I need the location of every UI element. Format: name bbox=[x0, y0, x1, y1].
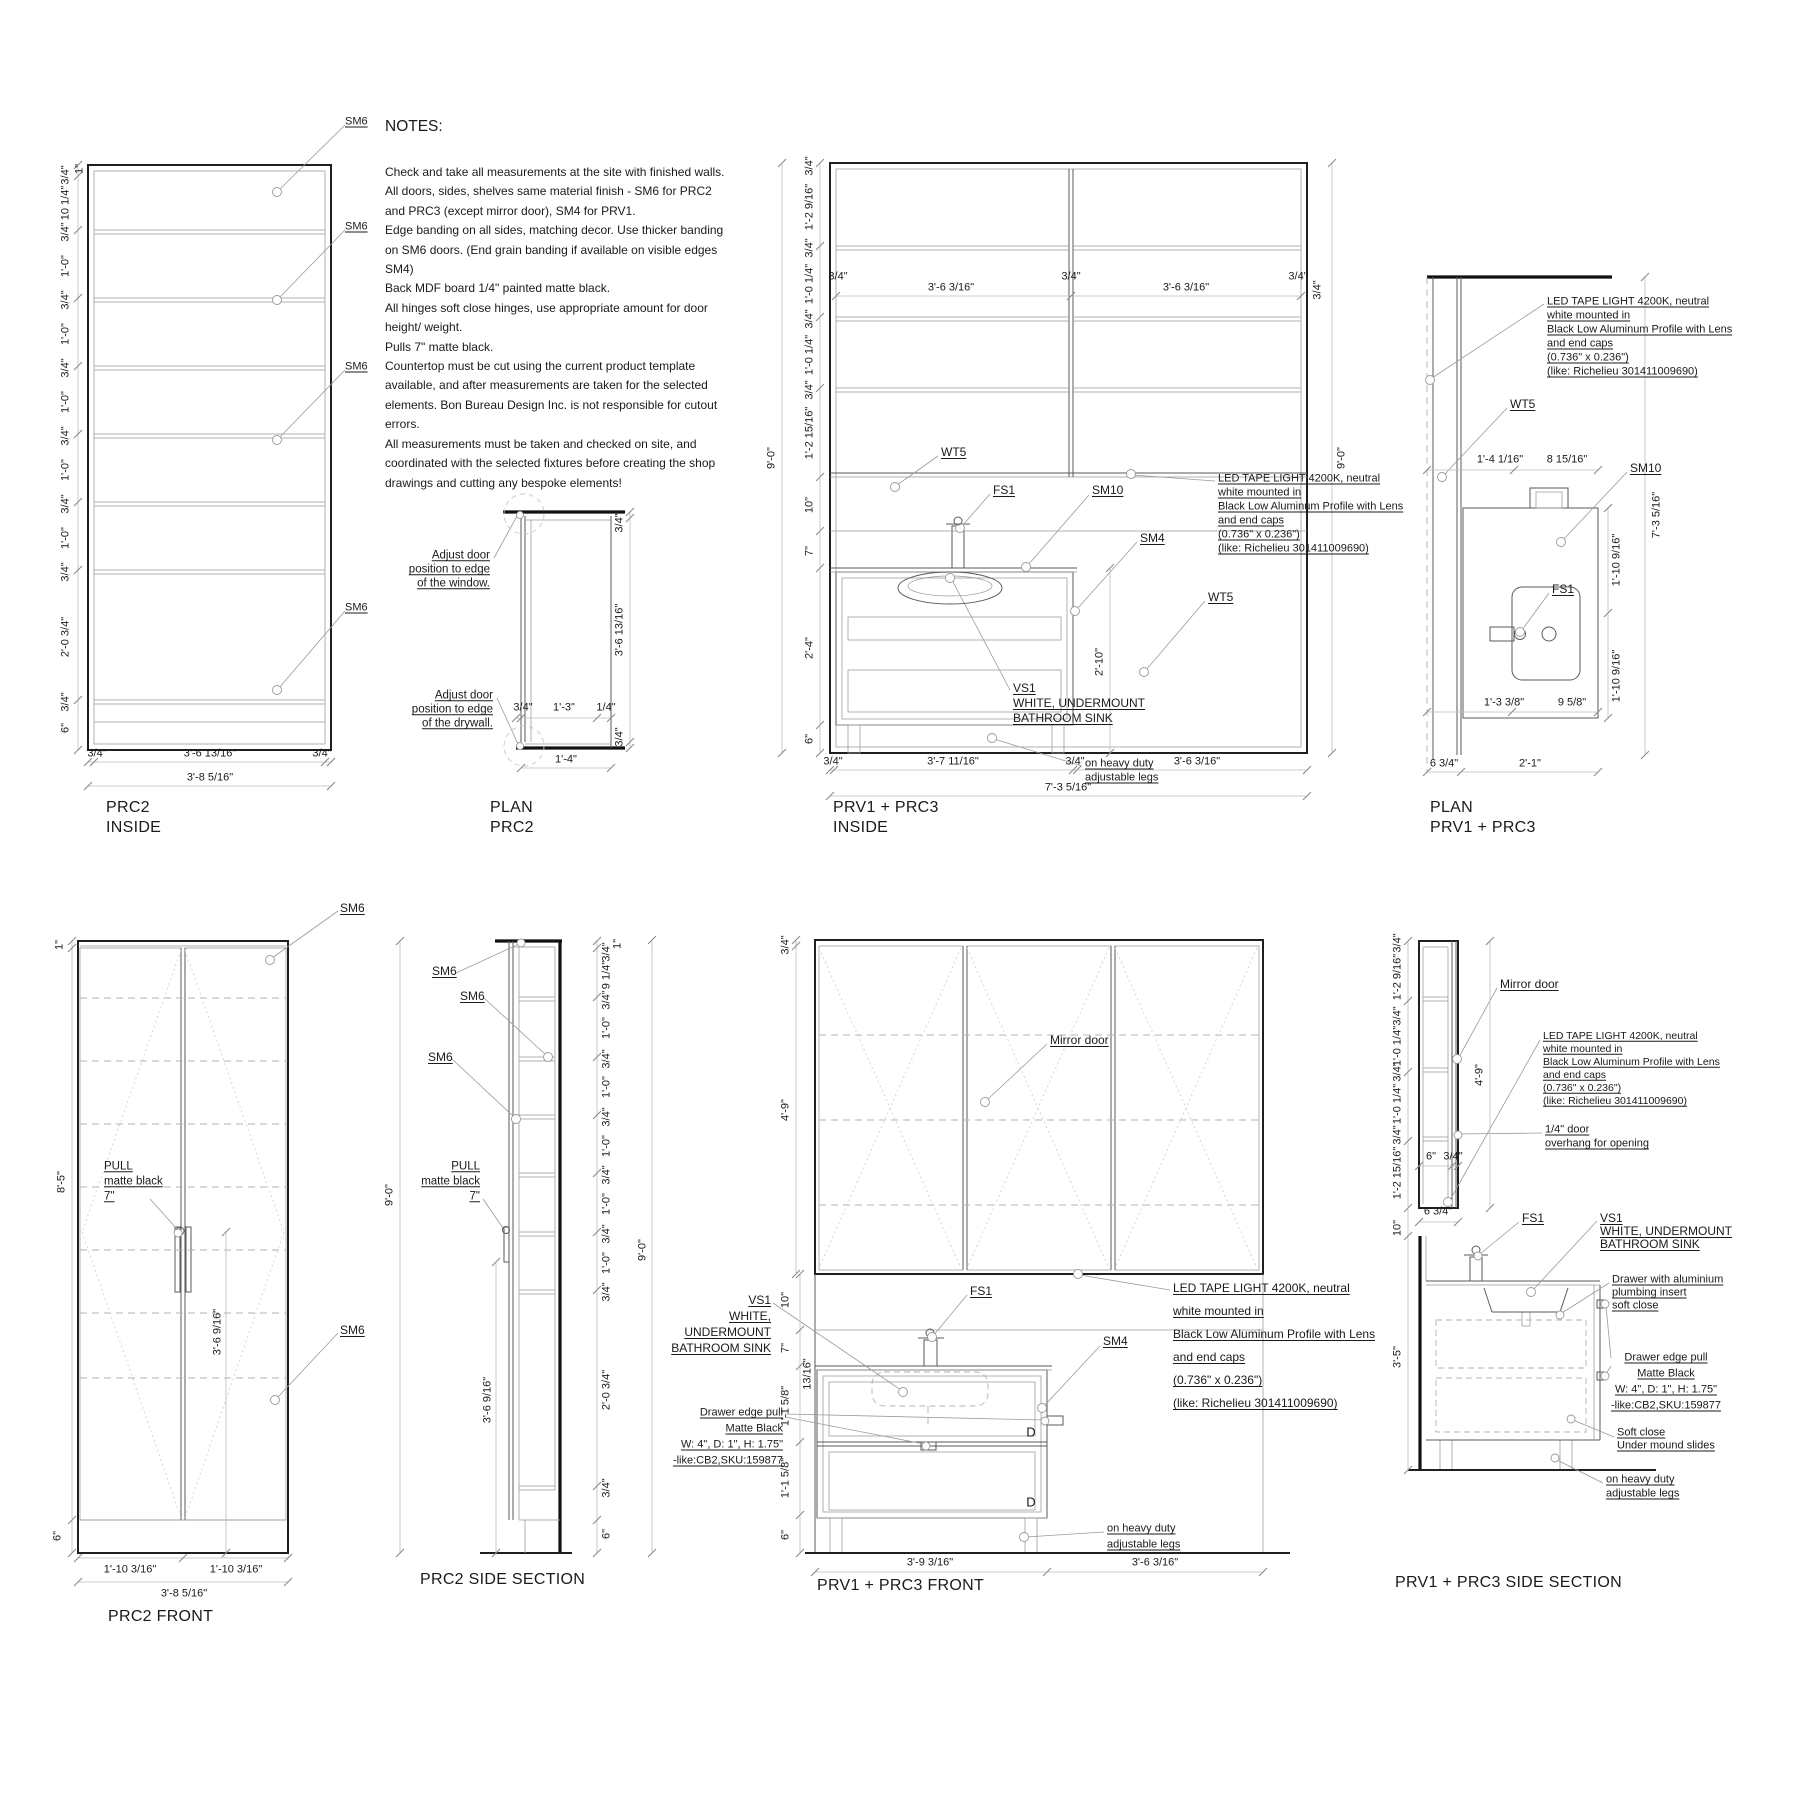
prc2-inside-dim: 3/4" bbox=[59, 290, 72, 310]
callout-sm6: SM6 bbox=[460, 989, 485, 1003]
prc2-inside-dim: 1'-0" bbox=[59, 255, 72, 277]
annotation: overhang for opening bbox=[1545, 1137, 1649, 1150]
prv1-prc3-inside-dim: 10" bbox=[803, 496, 816, 514]
annotation: Drawer with aluminium bbox=[1612, 1273, 1724, 1286]
drawer-letter: D bbox=[1026, 1424, 1036, 1440]
note-line: available, and after measurements are taken for the selected bbox=[385, 378, 708, 393]
callout-pull: matte black bbox=[104, 1175, 163, 1188]
prc2-side-section-dim: 3/4" bbox=[600, 1282, 613, 1302]
annotation-pull: Matte Black bbox=[725, 1422, 783, 1435]
annotation-led: (0.736" x 0.236") bbox=[1543, 1081, 1622, 1094]
annotation-pull: Drawer edge pull bbox=[1624, 1351, 1708, 1364]
drawing-title: PRC2 bbox=[490, 819, 534, 836]
prv1-prc3-inside-dim: 2'-10" bbox=[1093, 647, 1106, 677]
callout-mirror-door: Mirror door bbox=[1500, 977, 1559, 991]
prc2-front-dim: 3'-8 5/16" bbox=[160, 1587, 208, 1600]
notes-block bbox=[385, 118, 765, 493]
prc2-side-section-dim: 1'-0" bbox=[600, 1252, 613, 1274]
annotation-led: LED TAPE LIGHT 4200K, neutral bbox=[1547, 295, 1710, 308]
drawing-title: PRC2 SIDE SECTION bbox=[420, 1571, 586, 1588]
prc2-inside-dim: 6" bbox=[59, 722, 72, 734]
annotation-led: (like: Richelieu 301411009690) bbox=[1547, 365, 1698, 378]
annotation-led: white mounted in bbox=[1218, 486, 1302, 499]
note-line: Countertop must be cut using the current product template bbox=[385, 359, 696, 374]
notes-body bbox=[385, 163, 765, 493]
callout-sm10: SM10 bbox=[1092, 483, 1124, 497]
callout-sm6: SM6 bbox=[432, 964, 457, 978]
prv1-prc3-inside-dim: 3/4" bbox=[828, 270, 848, 283]
callout-sm6: SM6 bbox=[345, 360, 368, 373]
prv1-prc3-side-section-dim: 1'-0 1/4" bbox=[1391, 1083, 1404, 1125]
prc2-inside-dim: 2'-0 3/4" bbox=[59, 616, 72, 658]
prv1-prc3-side-section-dim: 3/4" bbox=[1391, 1062, 1404, 1082]
prv1-prc3-inside-dim: 3/4" bbox=[803, 156, 816, 176]
prv1-prc3-front-dim: 3/4" bbox=[779, 935, 792, 955]
prc2-side-section-dim: 9'-0" bbox=[383, 1184, 396, 1206]
prc2-side-section-dim: 1'-0" bbox=[600, 1193, 613, 1215]
plan-prc2-dim: 3/4" bbox=[513, 701, 533, 714]
prv1-prc3-front-dim: 9'-0" bbox=[636, 1239, 649, 1261]
prc2-front-dim: 6" bbox=[51, 1530, 64, 1542]
callout-sm6: SM6 bbox=[340, 901, 365, 915]
prc2-front-dim: 1'-10 3/16" bbox=[209, 1563, 263, 1576]
prv1-prc3-inside-dim: 7'-3 5/16" bbox=[1044, 781, 1092, 794]
prc2-side-section-dim: 1'-0" bbox=[600, 1076, 613, 1098]
annotation: position to edge bbox=[408, 563, 490, 576]
annotation-led: and end caps bbox=[1547, 337, 1614, 350]
callout-fs1: FS1 bbox=[993, 483, 1016, 497]
annotation: of the window. bbox=[417, 577, 490, 590]
callout-vs1: BATHROOM SINK bbox=[671, 1341, 771, 1355]
prc2-side-section-dim: 3/4" bbox=[600, 990, 613, 1010]
prv1-prc3-front-dim: 7" bbox=[779, 1342, 792, 1354]
annotation: plumbing insert bbox=[1612, 1286, 1687, 1299]
prv1-prc3-front-dim: 1'-1 5/8" bbox=[779, 1385, 792, 1427]
plan-prc2-dim: 3/4" bbox=[613, 513, 626, 533]
drawing-title: PLAN bbox=[490, 799, 533, 816]
prv1-prc3-side-section-dim: 3/4" bbox=[1391, 1006, 1404, 1026]
annotation: Soft close bbox=[1617, 1426, 1666, 1439]
plan-prv1-prc3-dim: 1'-3 3/8" bbox=[1483, 696, 1525, 709]
prv1-prc3-front-dim: 6" bbox=[779, 1529, 792, 1541]
prc2-side-section-dim: 3'-6 9/16" bbox=[481, 1376, 494, 1424]
prc2-side-section-dim: 1'-0" bbox=[600, 1135, 613, 1157]
prc2-inside-dim: 1'-0" bbox=[59, 527, 72, 549]
drawing-title: PRC2 FRONT bbox=[108, 1608, 214, 1625]
callout-fs1: FS1 bbox=[1552, 582, 1575, 596]
prv1-prc3-inside-dim: 1'-2 9/16" bbox=[803, 183, 816, 231]
prv1-prc3-inside-dim: 6" bbox=[803, 733, 816, 745]
callout-fs1: FS1 bbox=[970, 1284, 993, 1298]
plan-prc2-dim: 1'-3" bbox=[553, 701, 575, 714]
prc2-front-dim: 3'-6 9/16" bbox=[211, 1308, 224, 1356]
note-line: Check and take all measurements at the site with finished walls. bbox=[385, 165, 725, 179]
prv1-prc3-inside-dim: 3'-7 11/16" bbox=[927, 755, 979, 768]
prv1-prc3-inside-dim: 3'-6 3/16" bbox=[927, 281, 975, 294]
drawing-title: PRV1 + PRC3 SIDE SECTION bbox=[1395, 1574, 1622, 1591]
prv1-prc3-side-section-dim: 3/4" bbox=[1391, 1125, 1404, 1145]
plan-prv1-prc3-dim: 9 5/8" bbox=[1557, 696, 1587, 709]
callout-fs1: FS1 bbox=[1522, 1211, 1545, 1225]
note-line: elements. Bon Bureau Design Inc. is not responsible for cutout bbox=[385, 397, 718, 412]
prv1-prc3-inside-dim: 3/4" bbox=[1061, 270, 1081, 283]
prv1-prc3-inside-dim: 3/4" bbox=[803, 238, 816, 258]
prc2-inside-dim: 10 1/4" bbox=[59, 185, 72, 221]
note-line: drawings and cutting any bespoke elements! bbox=[385, 475, 622, 490]
annotation-led: (like: Richelieu 301411009690) bbox=[1173, 1396, 1338, 1410]
prv1-prc3-front-dim: 1'-1 5/8" bbox=[779, 1457, 792, 1499]
prc2-side-section-dim: 2'-0 3/4" bbox=[600, 1369, 613, 1411]
callout-pull: PULL bbox=[104, 1160, 133, 1173]
prv1-prc3-side-section-dim: 1'-2 15/16" bbox=[1391, 1146, 1404, 1200]
annotation-pull: W: 4", D: 1", H: 1.75" bbox=[681, 1438, 783, 1451]
annotation-pull: -like:CB2,SKU:159877 bbox=[672, 1454, 783, 1467]
note-line: All doors, sides, shelves same material finish - SM6 for PRC2 bbox=[385, 184, 712, 199]
prc2-inside-dim: 3/4" bbox=[59, 165, 72, 185]
annotation: position to edge bbox=[411, 703, 493, 716]
prc2-front-dim: 8'-5" bbox=[55, 1171, 68, 1193]
annotation-led: Black Low Aluminum Profile with Lens bbox=[1547, 323, 1733, 336]
plan-prv1-prc3-dim: 1'-10 9/16" bbox=[1610, 649, 1623, 703]
prc2-front-dim: 1'-10 3/16" bbox=[103, 1563, 157, 1576]
callout-sm6: SM6 bbox=[340, 1323, 365, 1337]
callout-pull: PULL bbox=[451, 1160, 480, 1173]
prv1-prc3-inside-dim: 9'-0" bbox=[765, 447, 778, 469]
prv1-prc3-side-section-dim: 1'-0 1/4" bbox=[1391, 1025, 1404, 1067]
annotation-led: (0.736" x 0.236") bbox=[1547, 351, 1629, 364]
annotation-pull: Drawer edge pull bbox=[699, 1406, 783, 1419]
annotation-led: LED TAPE LIGHT 4200K, neutral bbox=[1218, 472, 1381, 485]
prv1-prc3-inside-dim: 1'-2 15/16" bbox=[803, 406, 816, 460]
prc2-front-dim: 1" bbox=[53, 939, 66, 951]
prc2-inside-dim: 1'-0" bbox=[59, 459, 72, 481]
prv1-prc3-inside-dim: 3/4" bbox=[1065, 755, 1085, 768]
drawing-title: INSIDE bbox=[106, 819, 162, 836]
prc2-inside-dim: 3/4" bbox=[59, 358, 72, 378]
callout-vs1: UNDERMOUNT bbox=[684, 1325, 771, 1339]
prv1-prc3-inside-dim: 2'-4" bbox=[803, 637, 816, 659]
annotation-led: and end caps bbox=[1543, 1068, 1607, 1081]
annotation: on heavy duty bbox=[1085, 757, 1154, 770]
annotation-led: LED TAPE LIGHT 4200K, neutral bbox=[1543, 1029, 1698, 1042]
prv1-prc3-front-dim: 3'-6 3/16" bbox=[1131, 1556, 1179, 1569]
callout-pull: 7" bbox=[469, 1190, 480, 1203]
note-line: Pulls 7" matte black. bbox=[385, 339, 494, 354]
annotation-led: and end caps bbox=[1173, 1350, 1246, 1364]
plan-prv1-prc3-dim: 6 3/4" bbox=[1429, 757, 1459, 770]
callout-sm10: SM10 bbox=[1630, 461, 1662, 475]
annotation-led: (0.736" x 0.236") bbox=[1173, 1373, 1263, 1387]
callout-sm6: SM6 bbox=[345, 220, 368, 233]
callout-sm4: SM4 bbox=[1140, 531, 1165, 545]
prc2-inside-dim: 3/4" bbox=[87, 747, 107, 760]
callout-pull: 7" bbox=[104, 1190, 115, 1203]
prv1-prc3-inside-dim: 1'-0 1/4" bbox=[803, 334, 816, 376]
callout-pull: matte black bbox=[421, 1175, 480, 1188]
drawing-title: INSIDE bbox=[833, 819, 889, 836]
annotation-led: (like: Richelieu 301411009690) bbox=[1218, 542, 1369, 555]
prv1-prc3-side-section-dim: 3'-5" bbox=[1391, 1346, 1404, 1368]
callout-sm4: SM4 bbox=[1103, 1334, 1128, 1348]
prv1-prc3-front-dim: 13/16" bbox=[801, 1358, 814, 1390]
prc2-inside-dim: 3/4" bbox=[59, 426, 72, 446]
annotation-pull: W: 4", D: 1", H: 1.75" bbox=[1615, 1383, 1717, 1396]
callout-wt5: WT5 bbox=[1510, 397, 1536, 411]
prc2-side-section-dim: 1'-0" bbox=[600, 1017, 613, 1039]
prc2-inside-dim: 3/4" bbox=[59, 494, 72, 514]
prv1-prc3-inside-dim: 3/4" bbox=[803, 309, 816, 329]
prc2-inside-dim: 1'-0" bbox=[59, 391, 72, 413]
callout-wt5: WT5 bbox=[941, 445, 967, 459]
prv1-prc3-inside-dim: 3/4" bbox=[1311, 280, 1324, 300]
callout-vs1: VS1 bbox=[1013, 681, 1036, 695]
annotation-led: Black Low Aluminum Profile with Lens bbox=[1543, 1055, 1720, 1068]
annotation-led: (0.736" x 0.236") bbox=[1218, 528, 1300, 541]
annotation-led: (like: Richelieu 301411009690) bbox=[1543, 1094, 1687, 1107]
annotation-led: LED TAPE LIGHT 4200K, neutral bbox=[1173, 1281, 1350, 1295]
annotation: Under mound slides bbox=[1617, 1439, 1715, 1452]
plan-prv1-prc3-dim: 1'-10 9/16" bbox=[1610, 533, 1623, 587]
note-line: All hinges soft close hinges, use appropriate amount for door bbox=[385, 300, 708, 315]
callout-sm6: SM6 bbox=[345, 601, 368, 614]
prv1-prc3-front-dim: 3'-9 3/16" bbox=[906, 1556, 954, 1569]
annotation-led: white mounted in bbox=[1173, 1304, 1264, 1318]
prv1-prc3-side-section-dim: 3/4" bbox=[1391, 933, 1404, 953]
prc2-inside-dim: 3/4" bbox=[59, 562, 72, 582]
annotation: of the drywall. bbox=[422, 717, 493, 730]
prc2-side-section-dim: 3/4" bbox=[600, 1224, 613, 1244]
callout-vs1: BATHROOM SINK bbox=[1013, 711, 1113, 725]
plan-prc2-dim: 3/4" bbox=[613, 727, 626, 747]
note-line: All measurements must be taken and checked on site, and bbox=[385, 436, 697, 451]
note-line: SM4) bbox=[385, 262, 414, 277]
callout-vs1: VS1 bbox=[748, 1293, 771, 1307]
annotation: Adjust door bbox=[434, 689, 493, 702]
prv1-prc3-front-dim: 10" bbox=[779, 1291, 792, 1309]
callout-sm6: SM6 bbox=[345, 115, 368, 128]
callout-vs1: VS1 bbox=[1600, 1211, 1623, 1225]
annotation: adjustable legs bbox=[1085, 771, 1159, 784]
prv1-prc3-inside-dim: 3/4" bbox=[1288, 270, 1308, 283]
prc2-side-section-dim: 9 1/4" bbox=[600, 960, 613, 990]
prc2-inside-dim: 1'-0" bbox=[59, 323, 72, 345]
annotation: Adjust door bbox=[431, 549, 490, 562]
prv1-prc3-inside-dim: 7" bbox=[803, 545, 816, 557]
note-line: errors. bbox=[385, 417, 420, 432]
annotation-led: white mounted in bbox=[1543, 1042, 1623, 1055]
callout-sm6: SM6 bbox=[428, 1050, 453, 1064]
prv1-prc3-inside-dim: 3/4" bbox=[823, 755, 843, 768]
prc2-inside-dim: 1" bbox=[73, 163, 86, 175]
drawing-title: PRV1 + PRC3 FRONT bbox=[817, 1577, 985, 1594]
prv1-prc3-side-section-dim: 1'-2 9/16" bbox=[1391, 953, 1404, 1001]
prc2-inside-dim: 3/4" bbox=[59, 222, 72, 242]
prv1-prc3-inside-dim: 3'-6 3/16" bbox=[1162, 281, 1210, 294]
annotation: adjustable legs bbox=[1606, 1487, 1680, 1500]
prc2-side-section-dim: 6" bbox=[600, 1528, 613, 1540]
prv1-prc3-inside-dim: 9'-0" bbox=[1335, 447, 1348, 469]
prv1-prc3-side-section-dim: 10" bbox=[1391, 1219, 1404, 1237]
plan-prv1-prc3-dim: 2'-1" bbox=[1519, 757, 1541, 770]
note-line: Back MDF board 1/4" painted matte black. bbox=[385, 281, 611, 296]
drawing-title: PRV1 + PRC3 bbox=[833, 799, 939, 816]
prc2-side-section-dim: 3/4" bbox=[600, 1478, 613, 1498]
prv1-prc3-inside-dim: 3'-6 3/16" bbox=[1173, 755, 1221, 768]
prv1-prc3-inside-dim: 3/4" bbox=[803, 380, 816, 400]
annotation-led: Black Low Aluminum Profile with Lens bbox=[1218, 500, 1404, 513]
prc2-side-section-dim: 1" bbox=[611, 938, 624, 950]
note-line: on SM6 doors. (End grain banding if available on visible edges bbox=[385, 242, 718, 257]
notes-title: NOTES: bbox=[385, 118, 443, 135]
annotation-led: and end caps bbox=[1218, 514, 1285, 527]
plan-prv1-prc3-dim: 8 15/16" bbox=[1546, 453, 1588, 466]
note-line: coordinated with the selected fixtures before creating the shop bbox=[385, 456, 716, 471]
annotation-led: white mounted in bbox=[1547, 309, 1631, 322]
plan-prc2-dim: 1/4" bbox=[596, 701, 616, 714]
prc2-inside-dim: 3/4" bbox=[59, 692, 72, 712]
drawing-title: PLAN bbox=[1430, 799, 1473, 816]
annotation-led: Black Low Aluminum Profile with Lens bbox=[1173, 1327, 1376, 1341]
prc2-side-section-dim: 3/4" bbox=[600, 1165, 613, 1185]
note-line: height/ weight. bbox=[385, 320, 463, 335]
callout-vs1: BATHROOM SINK bbox=[1600, 1237, 1700, 1251]
plan-prv1-prc3-dim: 1'-4 1/16" bbox=[1476, 453, 1524, 466]
prv1-prc3-side-section-dim: 6" bbox=[1425, 1150, 1437, 1163]
annotation-pull: Matte Black bbox=[1637, 1367, 1695, 1380]
note-line: and PRC3 (except mirror door), SM4 for PRV1. bbox=[385, 203, 636, 218]
annotation: adjustable legs bbox=[1107, 1538, 1181, 1551]
callout-vs1: WHITE, UNDERMOUNT bbox=[1013, 696, 1145, 710]
prv1-prc3-side-section-dim: 6 3/4" bbox=[1423, 1205, 1453, 1218]
plan-prc2-dim: 3'-6 13/16" bbox=[613, 603, 626, 657]
callout-mirror-door: Mirror door bbox=[1050, 1033, 1109, 1047]
annotation: on heavy duty bbox=[1606, 1473, 1675, 1486]
prc2-side-section-dim: 3/4" bbox=[600, 1049, 613, 1069]
annotation: soft close bbox=[1612, 1299, 1659, 1312]
prv1-prc3-front-dim: 4'-9" bbox=[779, 1099, 792, 1121]
annotation: 1/4" door bbox=[1545, 1123, 1590, 1136]
prv1-prc3-side-section-dim: 3/4" bbox=[1443, 1150, 1463, 1163]
drawing-title: PRV1 + PRC3 bbox=[1430, 819, 1536, 836]
prv1-prc3-inside-dim: 1'-0 1/4" bbox=[803, 263, 816, 305]
prc2-inside-dim: 3'-8 5/16" bbox=[186, 771, 234, 784]
callout-vs1: WHITE, UNDERMOUNT bbox=[1600, 1224, 1732, 1238]
plan-prc2-dim: 1'-4" bbox=[555, 753, 577, 766]
prv1-prc3-side-section-dim: 4'-9" bbox=[1473, 1064, 1486, 1086]
drawer-letter: D bbox=[1026, 1494, 1036, 1510]
annotation: on heavy duty bbox=[1107, 1522, 1176, 1535]
prc2-side-section-dim: 3/4" bbox=[600, 1107, 613, 1127]
note-line: Edge banding on all sides, matching decor. Use thicker banding bbox=[385, 223, 724, 238]
prc2-side-section-dim: 3/4" bbox=[600, 942, 613, 962]
callout-vs1: WHITE, bbox=[729, 1309, 771, 1323]
prc2-inside-dim: 3'-6 13/16" bbox=[183, 747, 237, 760]
drawing-title: PRC2 bbox=[106, 799, 150, 816]
annotation-pull: -like:CB2,SKU:159877 bbox=[1610, 1399, 1722, 1412]
plan-prv1-prc3-dim: 7'-3 5/16" bbox=[1650, 491, 1663, 539]
prc2-inside-dim: 3/4" bbox=[312, 747, 332, 760]
callout-wt5: WT5 bbox=[1208, 590, 1234, 604]
